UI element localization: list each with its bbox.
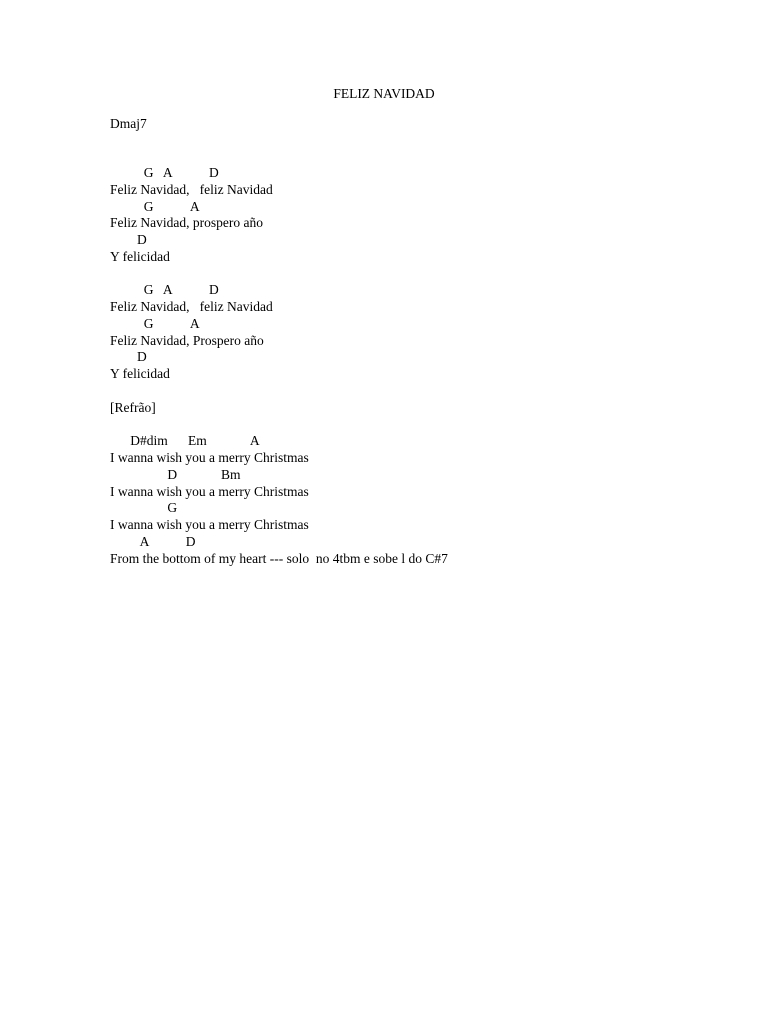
verse2-lyric-1: Feliz Navidad, feliz Navidad [110,299,273,314]
intro-chord: Dmaj7 [110,116,147,131]
chorus-label: [Refrão] [110,400,156,415]
verse2-lyric-3: Y felicidad [110,366,170,381]
chorus-chords-1: D#dim Em A [110,433,260,448]
verse2-chords-3: D [110,349,147,364]
chorus-lyric-3: I wanna wish you a merry Christmas [110,517,309,532]
verse2-chords-1: G A D [110,282,219,297]
chorus-chords-4: A D [110,534,196,549]
verse2-chords-2: G A [110,316,200,331]
verse1-lyric-2: Feliz Navidad, prospero año [110,215,263,230]
verse1-chords-2: G A [110,199,200,214]
verse1-chords-1: G A D [110,165,219,180]
song-title: FELIZ NAVIDAD [333,86,435,101]
chorus-chords-3: G [110,500,178,515]
chorus-lyric-1: I wanna wish you a merry Christmas [110,450,309,465]
chorus-chords-2: D Bm [110,467,241,482]
verse1-lyric-3: Y felicidad [110,249,170,264]
verse1-lyric-1: Feliz Navidad, feliz Navidad [110,182,273,197]
verse2-lyric-2: Feliz Navidad, Prospero año [110,333,264,348]
chorus-lyric-4: From the bottom of my heart --- solo no 4tbm e sobe l do C#7 [110,551,448,566]
chorus-lyric-2: I wanna wish you a merry Christmas [110,484,309,499]
verse1-chords-3: D [110,232,147,247]
